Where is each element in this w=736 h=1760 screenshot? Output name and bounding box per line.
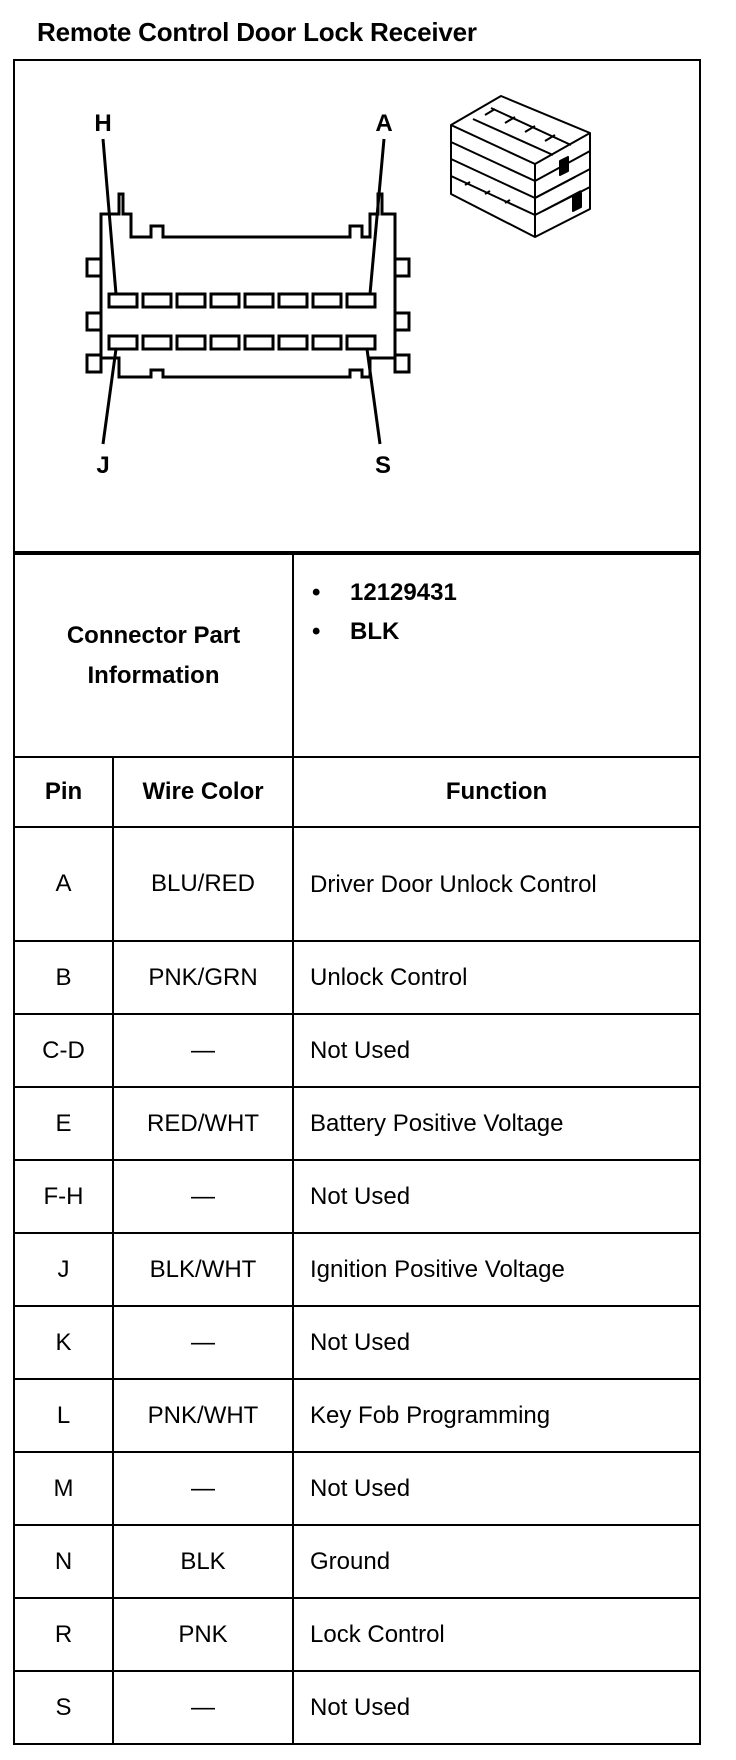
- pin-label-j: J: [96, 452, 110, 479]
- connector-sheet: [13, 59, 701, 1745]
- connector-info-values: [293, 554, 699, 757]
- table-row: [15, 1233, 699, 1306]
- table-row: [15, 1598, 699, 1671]
- table-row: [15, 1671, 699, 1744]
- connector-table: [15, 553, 699, 1745]
- function-cell: Not Used: [293, 1014, 699, 1087]
- pin-cell: L: [15, 1379, 113, 1452]
- table-row: [15, 1160, 699, 1233]
- header-pin: Pin: [15, 757, 113, 827]
- pin-cell: S: [15, 1671, 113, 1744]
- pin-cell: M: [15, 1452, 113, 1525]
- pin-cell: C-D: [15, 1014, 113, 1087]
- table-header-row: [15, 757, 699, 827]
- side-tab: [87, 355, 101, 372]
- function-cell: Not Used: [293, 1160, 699, 1233]
- wire-color-cell: —: [113, 1306, 293, 1379]
- side-tab: [395, 259, 409, 276]
- function-cell: Ground: [293, 1525, 699, 1598]
- wire-color-cell: BLK/WHT: [113, 1233, 293, 1306]
- side-tab: [395, 355, 409, 372]
- header-wire-color: Wire Color: [113, 757, 293, 827]
- function-cell: Unlock Control: [293, 941, 699, 1014]
- leader-line-s: [367, 349, 380, 444]
- pin-cell: K: [15, 1306, 113, 1379]
- function-cell: Not Used: [293, 1671, 699, 1744]
- wire-color-cell: PNK/WHT: [113, 1379, 293, 1452]
- table-row: [15, 1087, 699, 1160]
- connector-info-label-line1: Connector Part: [66, 621, 241, 649]
- wire-color-cell: PNK: [113, 1598, 293, 1671]
- leader-line-h: [103, 139, 116, 294]
- connector-part-number: • 12129431: [312, 573, 699, 612]
- function-cell: Driver Door Unlock Control: [293, 827, 699, 941]
- connector-diagram: [15, 61, 699, 553]
- side-tab: [87, 259, 101, 276]
- table-row: [15, 941, 699, 1014]
- table-row: [15, 1525, 699, 1598]
- connector-info-row: [15, 554, 699, 757]
- pin-label-h: H: [94, 110, 112, 137]
- connector-color: • BLK: [312, 612, 699, 651]
- function-cell: Battery Positive Voltage: [293, 1087, 699, 1160]
- wire-color-cell: RED/WHT: [113, 1087, 293, 1160]
- wire-color-cell: —: [113, 1671, 293, 1744]
- side-tab: [395, 313, 409, 330]
- pin-label-s: S: [374, 452, 392, 479]
- wire-color-cell: PNK/GRN: [113, 941, 293, 1014]
- function-cell: Key Fob Programming: [293, 1379, 699, 1452]
- table-row: [15, 1379, 699, 1452]
- header-function: Function: [293, 757, 699, 827]
- pin-row-bottom: [109, 336, 375, 349]
- pin-cell: B: [15, 941, 113, 1014]
- table-row: [15, 827, 699, 941]
- pin-cell: R: [15, 1598, 113, 1671]
- wire-color-cell: —: [113, 1014, 293, 1087]
- function-cell: Not Used: [293, 1306, 699, 1379]
- pin-cell: N: [15, 1525, 113, 1598]
- pin-cell: A: [15, 827, 113, 941]
- connector-info-label-line2: Information: [87, 661, 220, 689]
- function-cell: Lock Control: [293, 1598, 699, 1671]
- wire-color-cell: —: [113, 1452, 293, 1525]
- table-row: [15, 1014, 699, 1087]
- wire-color-cell: BLK: [113, 1525, 293, 1598]
- leader-line-j: [103, 349, 116, 444]
- connector-info-label: [15, 554, 293, 757]
- connector-face-drawing: [15, 61, 699, 551]
- wire-color-cell: —: [113, 1160, 293, 1233]
- table-row: [15, 1452, 699, 1525]
- function-cell: Not Used: [293, 1452, 699, 1525]
- pin-label-a: A: [375, 110, 393, 137]
- page-title: Remote Control Door Lock Receiver: [37, 17, 477, 47]
- function-cell: Ignition Positive Voltage: [293, 1233, 699, 1306]
- pin-row-top: [109, 294, 375, 307]
- wire-color-cell: BLU/RED: [113, 827, 293, 941]
- leader-line-a: [370, 139, 384, 294]
- pin-cell: J: [15, 1233, 113, 1306]
- side-tab: [87, 313, 101, 330]
- pin-cell: E: [15, 1087, 113, 1160]
- connector-isometric-illustration: [451, 96, 590, 237]
- pin-cell: F-H: [15, 1160, 113, 1233]
- table-row: [15, 1306, 699, 1379]
